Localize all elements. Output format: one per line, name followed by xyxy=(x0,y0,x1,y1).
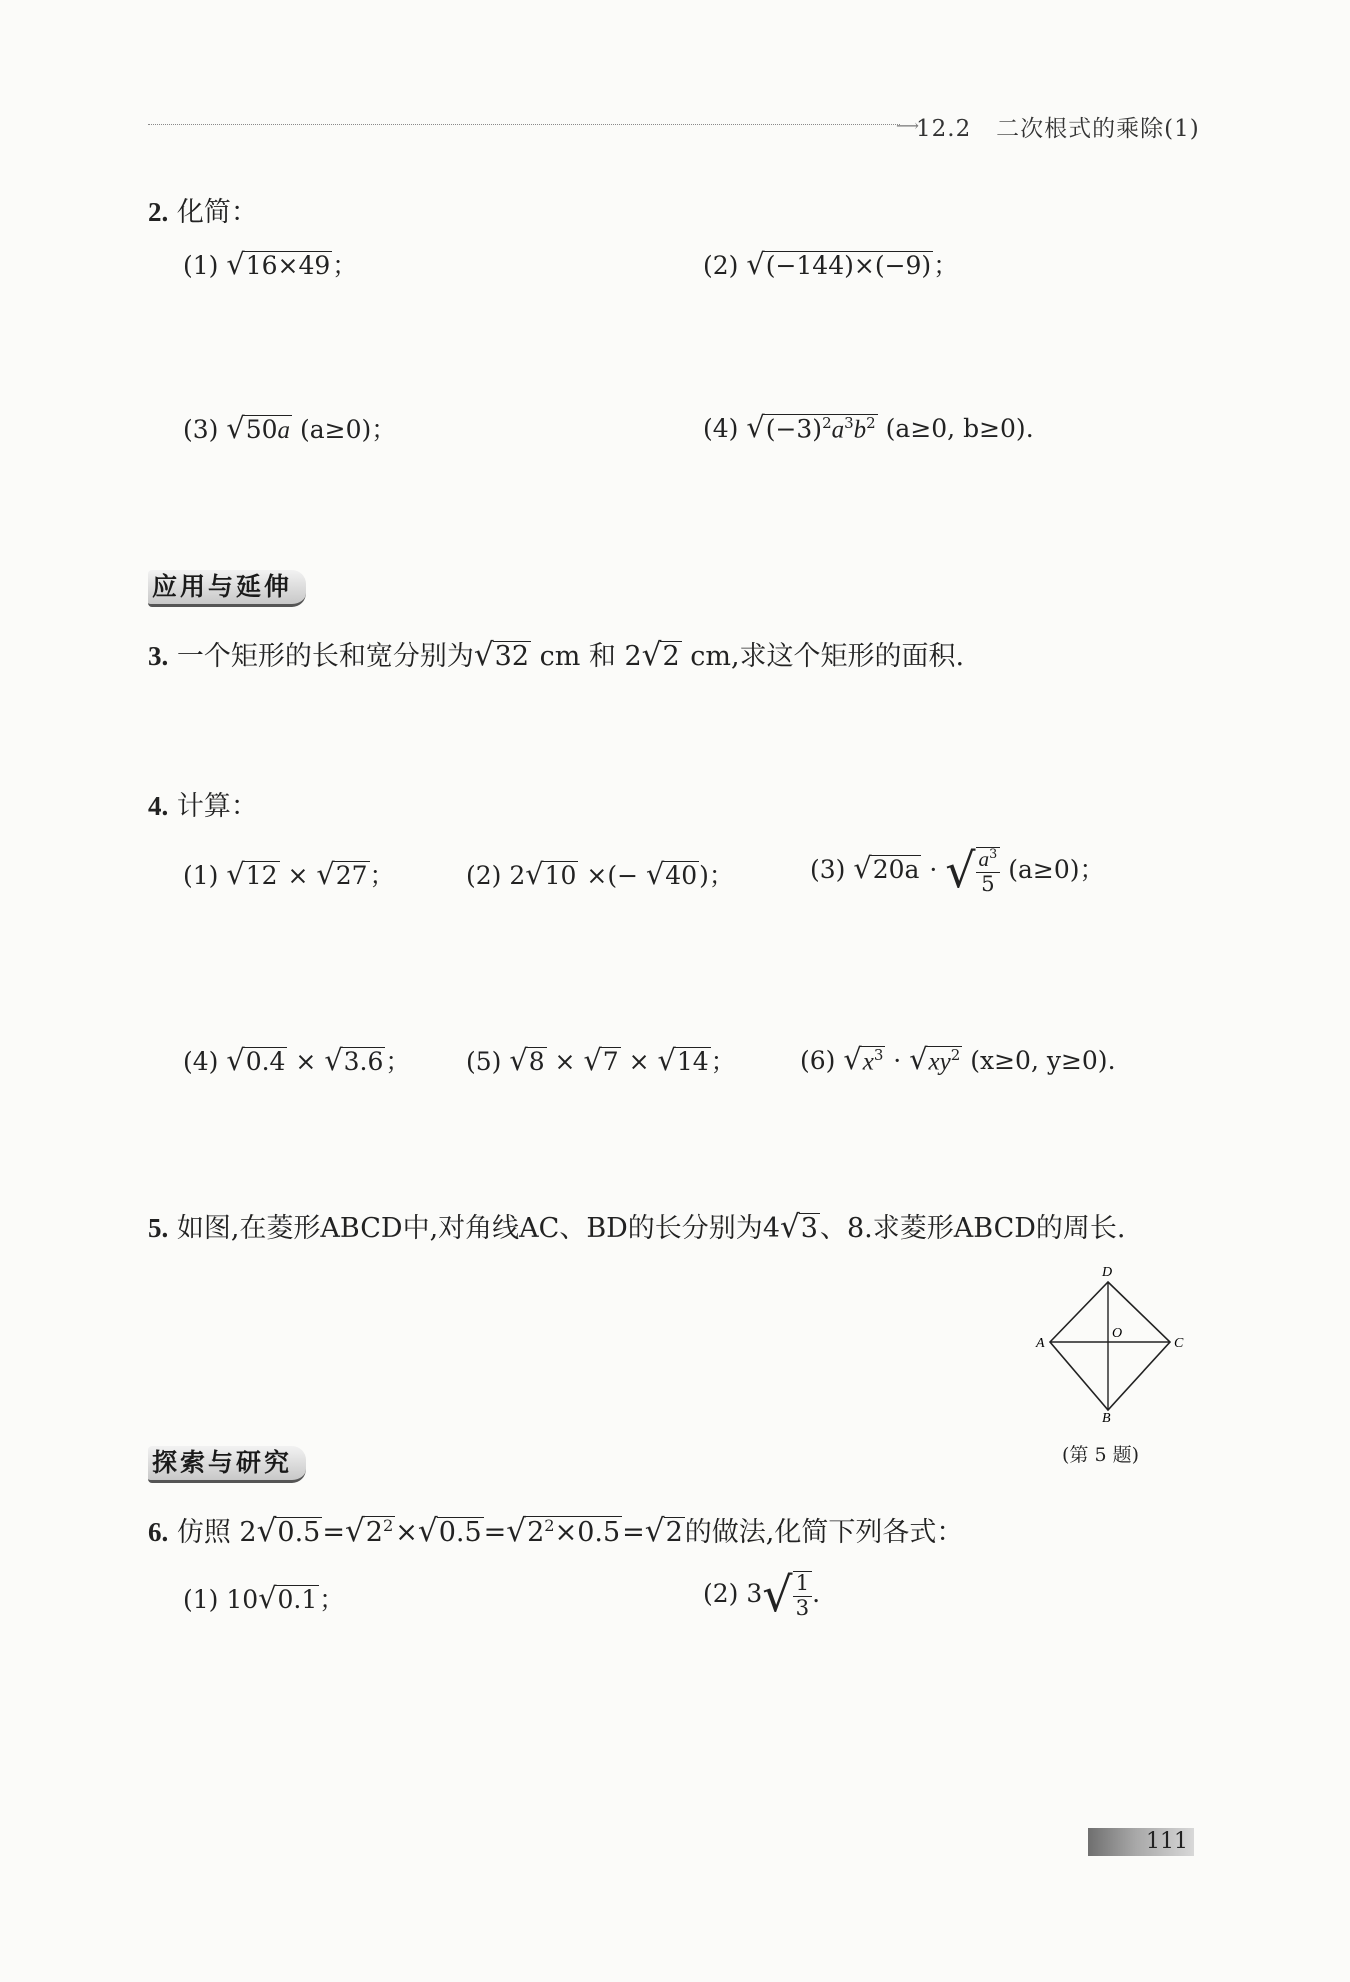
radicand: 0.1 xyxy=(277,1585,318,1614)
label-o: O xyxy=(1112,1326,1123,1341)
q4-item-1: (1) √12 × √27； xyxy=(183,857,395,891)
q4-item-4: (4) √0.4 × √3.6； xyxy=(183,1043,411,1077)
q2-item-1: (1) √16×49； xyxy=(183,247,358,281)
q5-text: 如图,在菱形ABCD中,对角线AC、BD的长分别为 xyxy=(176,1213,763,1244)
q4-item-3: (3) √20a · √ $\frac{a^3}{5}$ (a≥0)； xyxy=(810,844,1105,899)
label-b: B xyxy=(1102,1411,1111,1422)
q4-prompt xyxy=(148,784,258,823)
item-tail: ； xyxy=(710,1047,736,1076)
q4-text: 计算： xyxy=(176,791,258,822)
fraction-numerator: a xyxy=(978,847,990,872)
item-label: (2) xyxy=(703,251,739,280)
section-explore-ribbon xyxy=(148,1446,306,1483)
label-d: D xyxy=(1102,1265,1113,1280)
item-tail: ； xyxy=(933,251,959,280)
radicand-var: a xyxy=(277,417,291,444)
coefficient: 2 xyxy=(509,861,526,890)
figure-caption: (第 5 题) xyxy=(1062,1444,1139,1466)
section-explore-title: 探索与研究 xyxy=(152,1448,293,1477)
item-tail: . xyxy=(1107,1046,1116,1075)
q3-number: 3. xyxy=(148,641,169,671)
section-apply-ribbon xyxy=(148,570,306,607)
q2-text: 化简： xyxy=(176,197,258,228)
item-tail: ； xyxy=(319,1585,345,1614)
q4-number: 4. xyxy=(148,791,169,821)
radicand: (−3) xyxy=(765,414,823,443)
item-label: (1) xyxy=(183,1585,219,1614)
radicand: 10 xyxy=(544,861,577,890)
q6-item-2: (2) 3√ $\frac{1}{3}$ . xyxy=(703,1568,821,1623)
item-tail: ； xyxy=(332,251,358,280)
label-a: A xyxy=(1036,1336,1045,1351)
q2-number: 2. xyxy=(148,197,169,227)
header-rule xyxy=(148,124,900,125)
q2-prompt xyxy=(148,190,258,229)
radicand: 3 xyxy=(800,1213,818,1244)
q3-text-end: cm,求这个矩形的面积. xyxy=(681,641,965,672)
q5: 5. 如图,在菱形ABCD中,对角线AC、BD的长分别为4√3、8.求菱形ABCD的周长. xyxy=(148,1209,1126,1245)
radicand-number: 50 xyxy=(245,415,278,444)
q6-item-1: (1) 10√0.1； xyxy=(183,1581,345,1615)
radicand: 7 xyxy=(602,1047,619,1076)
fraction-denominator: 3 xyxy=(795,1595,810,1621)
radicand: 20a xyxy=(872,855,920,884)
radicand: 2 xyxy=(662,641,680,672)
q5-number: 5. xyxy=(148,1213,169,1243)
fraction-denominator: 5 xyxy=(981,871,995,897)
item-label: (2) xyxy=(703,1579,739,1608)
coefficient: 3 xyxy=(746,1579,763,1608)
item-tail: . xyxy=(1025,414,1034,443)
condition: (a≥0, b≥0) xyxy=(885,414,1026,443)
page-number: 111 xyxy=(1146,1829,1188,1854)
header-section: 12.2 xyxy=(916,116,972,142)
item-tail: ； xyxy=(369,861,395,890)
item-label: (4) xyxy=(703,414,739,443)
q5-text-end: 、8.求菱形ABCD的周长. xyxy=(819,1213,1126,1244)
label-c: C xyxy=(1174,1336,1184,1351)
fraction-numerator: 1 xyxy=(793,1572,813,1596)
q4-item-5: (5) √8 × √7 × √14； xyxy=(466,1043,736,1077)
radicand: 3.6 xyxy=(343,1047,384,1076)
q3-text: 一个矩形的长和宽分别为 xyxy=(176,641,474,672)
rhombus-figure xyxy=(1030,1262,1200,1422)
item-label: (4) xyxy=(183,1047,219,1076)
item-tail: ； xyxy=(708,861,734,890)
radicand: 32 xyxy=(494,641,529,672)
condition: (a≥0) xyxy=(299,415,372,444)
radicand: 12 xyxy=(245,861,278,890)
running-header xyxy=(916,110,1200,143)
q6-number: 6. xyxy=(148,1517,169,1547)
coefficient: 2 xyxy=(624,641,642,672)
q2-item-3: (3) √50a (a≥0)； xyxy=(183,411,397,445)
item-tail: . xyxy=(812,1579,821,1608)
q3: 3. 一个矩形的长和宽分别为√32 cm 和 2√2 cm,求这个矩形的面积. xyxy=(148,637,965,673)
item-label: (3) xyxy=(183,415,219,444)
q4-item-2: (2) 2√10 ×(− √40)； xyxy=(466,857,734,891)
header-arrow-icon: ⟶ xyxy=(896,116,919,135)
condition: (x≥0, y≥0) xyxy=(970,1046,1108,1075)
item-tail: ； xyxy=(371,415,397,444)
radicand: 0.4 xyxy=(245,1047,286,1076)
coefficient: 10 xyxy=(226,1585,259,1614)
q3-unit: cm 和 xyxy=(531,641,625,672)
q6: 6. 仿照 $2√0.5=√2^2\times√0.5=√2^2\times 0.5=√2$的做法,化简下列各式： xyxy=(148,1513,964,1549)
q2-item-4: (4) $√(-3)^2a^3b^2$ (a≥0, b≥0). xyxy=(703,410,1034,444)
section-apply-title: 应用与延伸 xyxy=(152,572,293,601)
q6-text: 仿照 xyxy=(176,1517,231,1548)
radicand: 14 xyxy=(676,1047,709,1076)
item-label: (1) xyxy=(183,251,219,280)
radicand: 8 xyxy=(528,1047,545,1076)
item-label: (3) xyxy=(810,855,846,884)
q2-item-2: (2) √(−144)×(−9)； xyxy=(703,247,959,281)
header-title: 二次根式的乘除(1) xyxy=(996,116,1200,142)
radicand: 40 xyxy=(665,861,698,890)
item-label: (2) xyxy=(466,861,502,890)
radicand: 27 xyxy=(335,861,368,890)
condition: (a≥0) xyxy=(1008,855,1080,884)
item-label: (6) xyxy=(800,1046,836,1075)
rhombus-outline xyxy=(1050,1282,1170,1410)
coefficient: 4 xyxy=(762,1213,780,1244)
q6-text-end: 的做法,化简下列各式： xyxy=(684,1517,964,1548)
radicand: (−144)×(−9) xyxy=(765,251,932,280)
radicand: 16×49 xyxy=(245,251,331,280)
item-tail: ； xyxy=(1079,855,1105,884)
item-label: (5) xyxy=(466,1047,502,1076)
item-tail: ； xyxy=(385,1047,411,1076)
q4-item-6: (6) $√x^3 \cdot √xy^2$ (x≥0, y≥0). xyxy=(800,1042,1116,1076)
item-label: (1) xyxy=(183,861,219,890)
